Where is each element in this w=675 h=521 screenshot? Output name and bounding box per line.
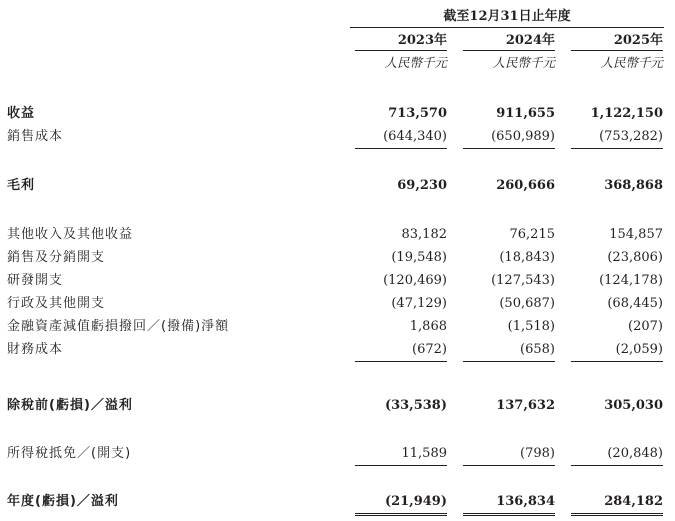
- value-2023: 69,230: [397, 178, 447, 193]
- value-2025: (753,282): [571, 126, 663, 149]
- row-label: 財務成本: [7, 342, 64, 357]
- value-2025: 1,122,150: [590, 106, 663, 121]
- value-2023: (120,469): [383, 273, 447, 288]
- table-row-income-tax: [0, 443, 675, 465]
- value-2024: 137,632: [496, 398, 555, 413]
- row-label: 年度(虧損)／溢利: [7, 494, 119, 509]
- value-2025: (23,806): [607, 250, 663, 265]
- table-row-profit-for-year: [0, 491, 675, 513]
- row-label: 銷售及分銷開支: [7, 250, 106, 265]
- table-row-cost-of-sales: [0, 126, 675, 148]
- value-2023: (21,949): [355, 491, 447, 516]
- row-label: 研發開支: [7, 273, 64, 288]
- table-row-selling-expenses: [0, 247, 675, 269]
- value-2023: (33,538): [384, 398, 447, 413]
- value-2024: (658): [463, 339, 555, 362]
- row-label: 銷售成本: [7, 129, 64, 144]
- table-row-profit-before-tax: [0, 395, 675, 417]
- value-2025: (207): [628, 319, 663, 334]
- value-2025: 368,868: [604, 178, 663, 193]
- value-2023: (672): [355, 339, 447, 362]
- value-2024: (798): [463, 443, 555, 466]
- table-row-revenue: [0, 103, 675, 125]
- value-2024: (127,543): [491, 273, 555, 288]
- value-2024: 260,666: [496, 178, 555, 193]
- value-2023: (19,548): [391, 250, 447, 265]
- value-2025: 305,030: [604, 398, 663, 413]
- year-2023-header: 2023年: [355, 32, 447, 51]
- value-2025: (124,178): [599, 273, 663, 288]
- row-label: 行政及其他開支: [7, 296, 106, 311]
- value-2023: 713,570: [388, 106, 447, 121]
- period-header: 截至12月31日止年度: [350, 7, 664, 28]
- table-row-impairment: [0, 316, 675, 338]
- value-2024: (1,518): [507, 319, 555, 334]
- value-2023: (47,129): [391, 296, 447, 311]
- value-2024: (650,989): [463, 126, 555, 149]
- row-label: 毛利: [7, 178, 36, 193]
- value-2025: (20,848): [571, 443, 663, 466]
- value-2024: (50,687): [499, 296, 555, 311]
- table-row-gross-profit: [0, 175, 675, 197]
- value-2025: (68,445): [607, 296, 663, 311]
- value-2025: 154,857: [609, 227, 663, 242]
- row-label: 所得稅抵免／(開支): [7, 446, 132, 461]
- unit-label-2025: 人民幣千元: [600, 55, 663, 70]
- year-2024-header: 2024年: [463, 32, 555, 51]
- row-label: 除稅前(虧損)／溢利: [7, 398, 133, 413]
- value-2024: 136,834: [463, 491, 555, 516]
- table-row-rnd-expenses: [0, 270, 675, 292]
- value-2025: (2,059): [571, 339, 663, 362]
- value-2024: 76,215: [509, 227, 555, 242]
- value-2025: 284,182: [571, 491, 663, 516]
- table-row-admin-expenses: [0, 293, 675, 315]
- year-2025-header: 2025年: [571, 32, 663, 51]
- table-row-other-income: [0, 224, 675, 246]
- value-2023: 83,182: [401, 227, 447, 242]
- value-2024: (18,843): [499, 250, 555, 265]
- value-2023: (644,340): [355, 126, 447, 149]
- row-label: 其他收入及其他收益: [7, 227, 134, 242]
- unit-label-2024: 人民幣千元: [492, 55, 555, 70]
- row-label: 收益: [7, 106, 36, 121]
- table-row-finance-costs: [0, 339, 675, 361]
- value-2023: 1,868: [409, 319, 447, 334]
- row-label: 金融資產減值虧損撥回／(撥備)淨額: [7, 319, 230, 334]
- value-2024: 911,655: [496, 106, 555, 121]
- value-2023: 11,589: [355, 443, 447, 466]
- unit-label-2023: 人民幣千元: [384, 55, 447, 70]
